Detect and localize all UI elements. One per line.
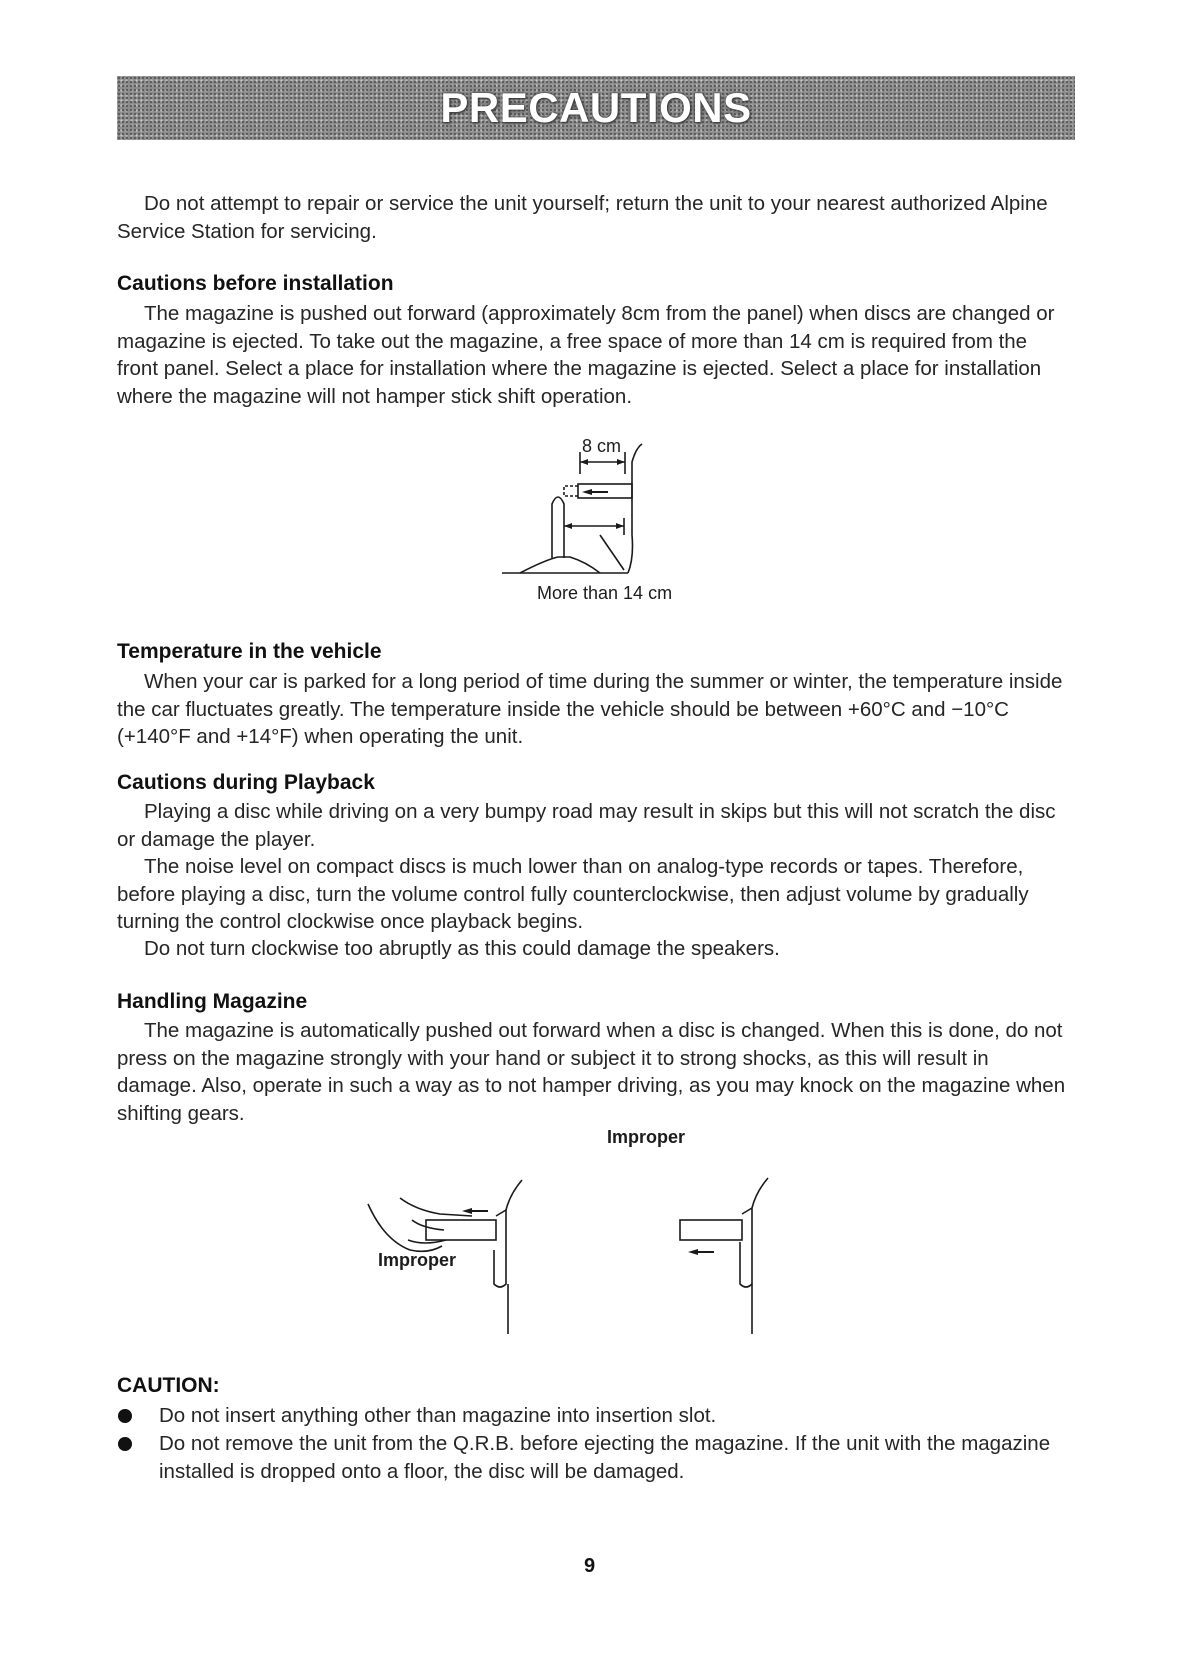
caution-item: [118, 1430, 1078, 1485]
caution-item-text: Do not remove the unit from the Q.R.B. before ejecting the magazine. If the unit with the magazine installed is dropped onto a floor, the disc will be damaged.: [159, 1432, 1051, 1483]
playback-paragraph-1: Playing a disc while driving on a very bumpy road may result in skips but this will not scratch the disc or damage the player.: [117, 800, 1056, 851]
figure1-label-8cm: 8 cm: [582, 436, 622, 456]
section-heading-magazine: Handling Magazine: [117, 990, 308, 1013]
bullet-icon: [118, 1437, 132, 1451]
figure2-label-right: Improper: [607, 1127, 686, 1147]
section-heading-playback: Cautions during Playback: [117, 771, 375, 794]
magazine-paragraph: The magazine is automatically pushed out forward when a disc is changed. When this is done, do not press on the magazine strongly with your hand or subject it to strong shocks, as this will result in damage. Also, operate in such a way as to not hamper driving, as you may knock on the magazine when shifting gears.: [117, 1019, 1066, 1125]
section-heading-installation: Cautions before installation: [117, 272, 394, 295]
figure1-label-14cm: More than 14 cm: [537, 583, 673, 603]
page-number: 9: [583, 1555, 596, 1577]
temperature-paragraph: When your car is parked for a long period of time during the summer or winter, the temperature inside the car fluctuates greatly. The temperature inside the vehicle should be between +60°C and −10°C (+140°F and +14°F) when operating the unit.: [117, 670, 1063, 748]
installation-paragraph: The magazine is pushed out forward (approximately 8cm from the panel) when discs are changed or magazine is ejected. To take out the magazine, a free space of more than 14 cm is required from the front panel. Select a place for installation where the magazine is ejected. Select a place for installation where the magazine will not hamper stick shift operation.: [117, 302, 1055, 408]
playback-paragraph-3: Do not turn clockwise too abruptly as this could damage the speakers.: [144, 937, 780, 960]
caution-item: [118, 1402, 1078, 1430]
bullet-icon: [118, 1409, 132, 1423]
page-title: PRECAUTIONS: [440, 84, 752, 131]
caution-heading: CAUTION:: [117, 1374, 220, 1397]
section-heading-temperature: Temperature in the vehicle: [117, 640, 382, 663]
figure2-label-left: Improper: [378, 1250, 457, 1270]
intro-paragraph: Do not attempt to repair or service the unit yourself; return the unit to your nearest authorized Alpine Service Station for servicing.: [117, 192, 1048, 243]
playback-paragraph-2: The noise level on compact discs is much lower than on analog-type records or tapes. Therefore, before playing a disc, turn the volume control fully counterclockwise, then adjust volume by gradually turning the control clockwise once playback begins.: [117, 855, 1029, 933]
caution-item-text: Do not insert anything other than magazine into insertion slot.: [159, 1404, 717, 1427]
page-banner: [117, 76, 1075, 140]
